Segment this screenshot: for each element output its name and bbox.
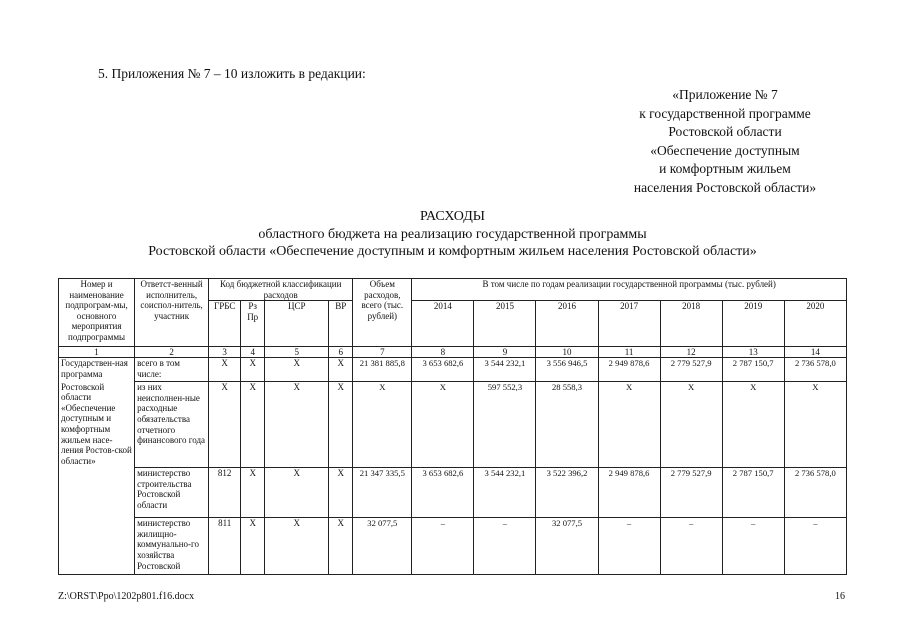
title-line: Ростовской области «Обеспечение доступным и комфортным жильем населения Ростовской области» <box>148 244 757 259</box>
row-year-value: – <box>474 518 536 575</box>
row-executor: министерство жилищно-коммунально-го хозяйства Ростовской <box>135 518 209 575</box>
header-year: 2018 <box>660 301 722 347</box>
expenses-table <box>58 278 847 575</box>
column-number: 7 <box>353 347 412 358</box>
column-number: 12 <box>660 347 722 358</box>
title-line: областного бюджета на реализацию государственной программы <box>258 226 647 242</box>
table-row <box>59 468 847 518</box>
row-year-value: 2 949 878,6 <box>598 358 660 382</box>
row-vr: X <box>329 382 353 468</box>
row-year-value: – <box>784 518 846 575</box>
row-year-value: 2 779 527,9 <box>660 358 722 382</box>
column-number: 6 <box>329 347 353 358</box>
row-rzpr: X <box>241 518 265 575</box>
row-executor: всего в том числе: <box>135 358 209 382</box>
header-year: 2017 <box>598 301 660 347</box>
footer-page-number: 16 <box>835 591 845 602</box>
table-row <box>59 518 847 575</box>
row-year-value: 2 736 578,0 <box>784 468 846 518</box>
header-csr: ЦСР <box>265 301 329 347</box>
header-row <box>59 279 847 301</box>
row-year-value: X <box>722 382 784 468</box>
row-grbs: X <box>209 382 241 468</box>
header-volume: Объем расходов, всего (тыс. рублей) <box>353 279 412 347</box>
row-csr: X <box>265 468 329 518</box>
row-vr: X <box>329 358 353 382</box>
row-year-value: X <box>412 382 474 468</box>
row-vr: X <box>329 468 353 518</box>
document-title <box>0 208 905 261</box>
table-row <box>59 358 847 382</box>
intro-text: 5. Приложения № 7 – 10 изложить в редакции: <box>98 66 366 81</box>
appendix-line: «Обеспечение доступным <box>650 142 800 158</box>
row-year-value: X <box>660 382 722 468</box>
row-year-value: 2 787 150,7 <box>722 358 784 382</box>
row-year-value: – <box>722 518 784 575</box>
appendix-line: к государственной программе <box>639 105 811 121</box>
table-row <box>59 382 847 468</box>
header-year: 2019 <box>722 301 784 347</box>
column-number: 10 <box>536 347 598 358</box>
row-year-value: – <box>598 518 660 575</box>
column-number: 9 <box>474 347 536 358</box>
row-year-value: 2 779 527,9 <box>660 468 722 518</box>
row-year-value: X <box>598 382 660 468</box>
row-year-value: 3 522 396,2 <box>536 468 598 518</box>
column-number: 4 <box>241 347 265 358</box>
header-year: 2016 <box>536 301 598 347</box>
row-grbs: 812 <box>209 468 241 518</box>
header-vr: ВР <box>329 301 353 347</box>
row-csr: X <box>265 358 329 382</box>
appendix-heading <box>605 86 845 197</box>
column-number: 2 <box>135 347 209 358</box>
row-year-value: 32 077,5 <box>536 518 598 575</box>
row-year-value: 28 558,3 <box>536 382 598 468</box>
row-grbs: X <box>209 358 241 382</box>
row-total: 21 347 335,5 <box>353 468 412 518</box>
column-number: 11 <box>598 347 660 358</box>
row-year-value: X <box>784 382 846 468</box>
appendix-line: и комфортным жильем <box>659 161 791 176</box>
header-grbs: ГРБС <box>209 301 241 347</box>
row-year-value: – <box>412 518 474 575</box>
appendix-line: населения Ростовской области» <box>633 179 817 195</box>
row-total: 32 077,5 <box>353 518 412 575</box>
header-executor: Ответст-венный исполнитель, соиспол-нитель, участник <box>135 279 209 347</box>
header-rzpr: Рз Пр <box>241 301 265 347</box>
row-csr: X <box>265 382 329 468</box>
header-budget-code: Код бюджетной классификации расходов <box>209 279 353 301</box>
row-year-value: 3 653 682,6 <box>412 468 474 518</box>
row-total: X <box>353 382 412 468</box>
row-rzpr: X <box>241 358 265 382</box>
program-name-rest: Ростовской области «Обеспечение доступным и комфортным жильем насе-ления Ростов-ской области» <box>59 382 135 575</box>
row-year-value: 2 949 878,6 <box>598 468 660 518</box>
column-number: 1 <box>59 347 135 358</box>
column-number: 8 <box>412 347 474 358</box>
header-year: 2020 <box>784 301 846 347</box>
row-year-value: 3 653 682,6 <box>412 358 474 382</box>
row-year-value: 597 552,3 <box>474 382 536 468</box>
row-executor: из них неисполнен-ные расходные обязательства отчетного финансового года <box>135 382 209 468</box>
row-year-value: – <box>660 518 722 575</box>
row-year-value: 3 544 232,1 <box>474 358 536 382</box>
column-number-row <box>59 347 847 358</box>
row-year-value: 3 556 946,5 <box>536 358 598 382</box>
program-name-top: Государствен-ная программа <box>59 358 135 382</box>
appendix-line: «Приложение № 7 <box>672 87 778 102</box>
row-year-value: 2 787 150,7 <box>722 468 784 518</box>
header-year: 2014 <box>412 301 474 347</box>
row-total: 21 381 885,8 <box>353 358 412 382</box>
row-executor: министерство строительства Ростовской области <box>135 468 209 518</box>
row-rzpr: X <box>241 382 265 468</box>
row-rzpr: X <box>241 468 265 518</box>
title-line: РАСХОДЫ <box>420 209 485 224</box>
header-year: 2015 <box>474 301 536 347</box>
column-number: 5 <box>265 347 329 358</box>
row-year-value: 2 736 578,0 <box>784 358 846 382</box>
row-grbs: 811 <box>209 518 241 575</box>
footer-file-path: Z:\ORST\Ppo\1202p801.f16.docx <box>58 591 195 602</box>
header-years-group: В том числе по годам реализации государственной программы (тыс. рублей) <box>412 279 847 301</box>
header-program: Номер и наименование подпрограм-мы, основного мероприятия подпрограммы <box>59 279 135 347</box>
appendix-line: Ростовской области <box>668 124 782 139</box>
row-vr: X <box>329 518 353 575</box>
row-year-value: 3 544 232,1 <box>474 468 536 518</box>
column-number: 13 <box>722 347 784 358</box>
column-number: 3 <box>209 347 241 358</box>
row-csr: X <box>265 518 329 575</box>
column-number: 14 <box>784 347 846 358</box>
